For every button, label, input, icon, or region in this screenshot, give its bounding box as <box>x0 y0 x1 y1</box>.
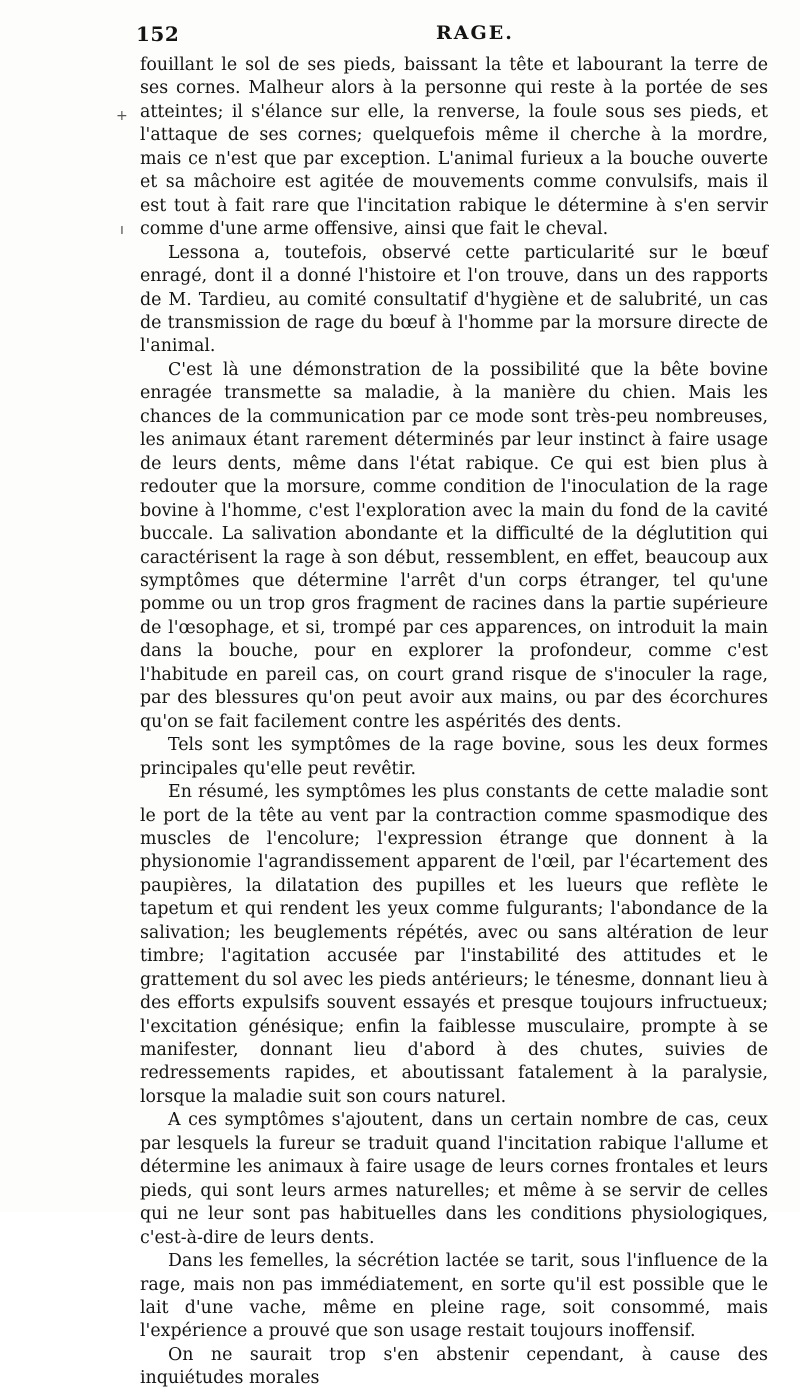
running-header <box>136 22 760 50</box>
body-text <box>140 54 768 1391</box>
page-number: 152 <box>136 22 180 46</box>
paragraph: C'est là une démonstration de la possibilité que la bête bovine enragée transmette sa maladie, à la manière du chien. Mais les chances de la communication par ce mode sont très-peu nombreuses, les animaux étant rarement déterminés par leur instinct à faire usage de leurs dents, même dans l'état rabique. Ce qui est bien plus à redouter que la morsure, comme condition de l'inoculation de la rage bovine à l'homme, c'est l'exploration avec la main du fond de la cavité buccale. La salivation abondante et la difficulté de la déglutition qui caractérisent la rage à son début, ressemblent, en effet, beaucoup aux symptômes que détermine l'arrêt d'un corps étranger, tel qu'une pomme ou un trop gros fragment de racines dans la partie supérieure de l'œsophage, et si, trompé par ces apparences, on introduit la main dans la bouche, pour en explorer la profondeur, comme c'est l'habitude en pareil cas, on court grand risque de s'inoculer la rage, par des blessures qu'on peut avoir aux mains, ou par des écorchures qu'on se fait facilement contre les aspérités des dents. <box>140 359 768 732</box>
paragraph: Dans les femelles, la sécrétion lactée se tarit, sous l'influence de la rage, mais non pas immédiatement, en sorte qu'il est possible que le lait d'une vache, même en pleine rage, soit consommé, mais l'expérience a prouvé que son usage restait toujours inoffensif. <box>140 1251 768 1342</box>
paragraph: En résumé, les symptômes les plus constants de cette maladie sont le port de la tête au vent par la contraction comme spasmodique des muscles de l'encolure; l'expression étrange que donnent à la physionomie l'agrandissement apparent de l'œil, par l'écartement des paupières, la dilatation des pupilles et les lueurs que reflète le tapetum et qui rendent les yeux comme fulgurants; l'abondance de la salivation; les beuglements répétés, avec ou sans altération de leur timbre; l'agitation accusée par l'instabilité des attitudes et le grattement du sol avec les pieds antérieurs; le ténesme, donnant lieu à des efforts expulsifs souvent essayés et presque toujours infructueux; l'excitation génésique; enfin la faiblesse musculaire, prompte à se manifester, donnant lieu d'abord à des chutes, suivies de redressements rapides, et aboutissant fatalement à la paralysie, lorsque la maladie suit son cours naturel. <box>140 782 768 1107</box>
margin-speck: ı <box>120 222 124 238</box>
paragraph: Lessona a, toutefois, observé cette particularité sur le bœuf enragé, dont il a donné l'histoire et l'on trouve, dans un des rapports de M. Tardieu, au comité consultatif d'hygiène et de salubrité, un cas de transmission de rage du bœuf à l'homme par la morsure directe de l'animal. <box>140 242 768 357</box>
margin-speck: + <box>116 108 128 124</box>
running-title: RAGE. <box>436 22 514 44</box>
paragraph: Tels sont les symptômes de la rage bovine, sous les deux formes principales qu'elle peut revêtir. <box>140 735 768 779</box>
paragraph: On ne saurait trop s'en abstenir cependant, à cause des inquiétudes morales <box>140 1344 768 1389</box>
paragraph: A ces symptômes s'ajoutent, dans un certain nombre de cas, ceux par lesquels la fureur se traduit quand l'incitation rabique l'allume et détermine les animaux à faire usage de leurs cornes frontales et leurs pieds, qui sont leurs armes naturelles; et même à se servir de celles qui ne leur sont pas habituelles dans les conditions physiologiques, c'est-à-dire de leurs dents. <box>140 1110 768 1248</box>
paragraph: fouillant le sol de ses pieds, baissant la tête et labourant la terre de ses cornes. Malheur alors à la personne qui reste à la portée de ses atteintes; il s'élance sur elle, la renverse, la foule sous ses pieds, et l'attaque de ses cornes; quelquefois même il cherche à la mordre, mais ce n'est que par exception. L'animal furieux a la bouche ouverte et sa mâchoire est agitée de mouvements comme convulsifs, mais il est tout à fait rare que l'incitation rabique le détermine à s'en servir comme d'une arme offensive, ainsi que fait le cheval. <box>140 55 768 240</box>
